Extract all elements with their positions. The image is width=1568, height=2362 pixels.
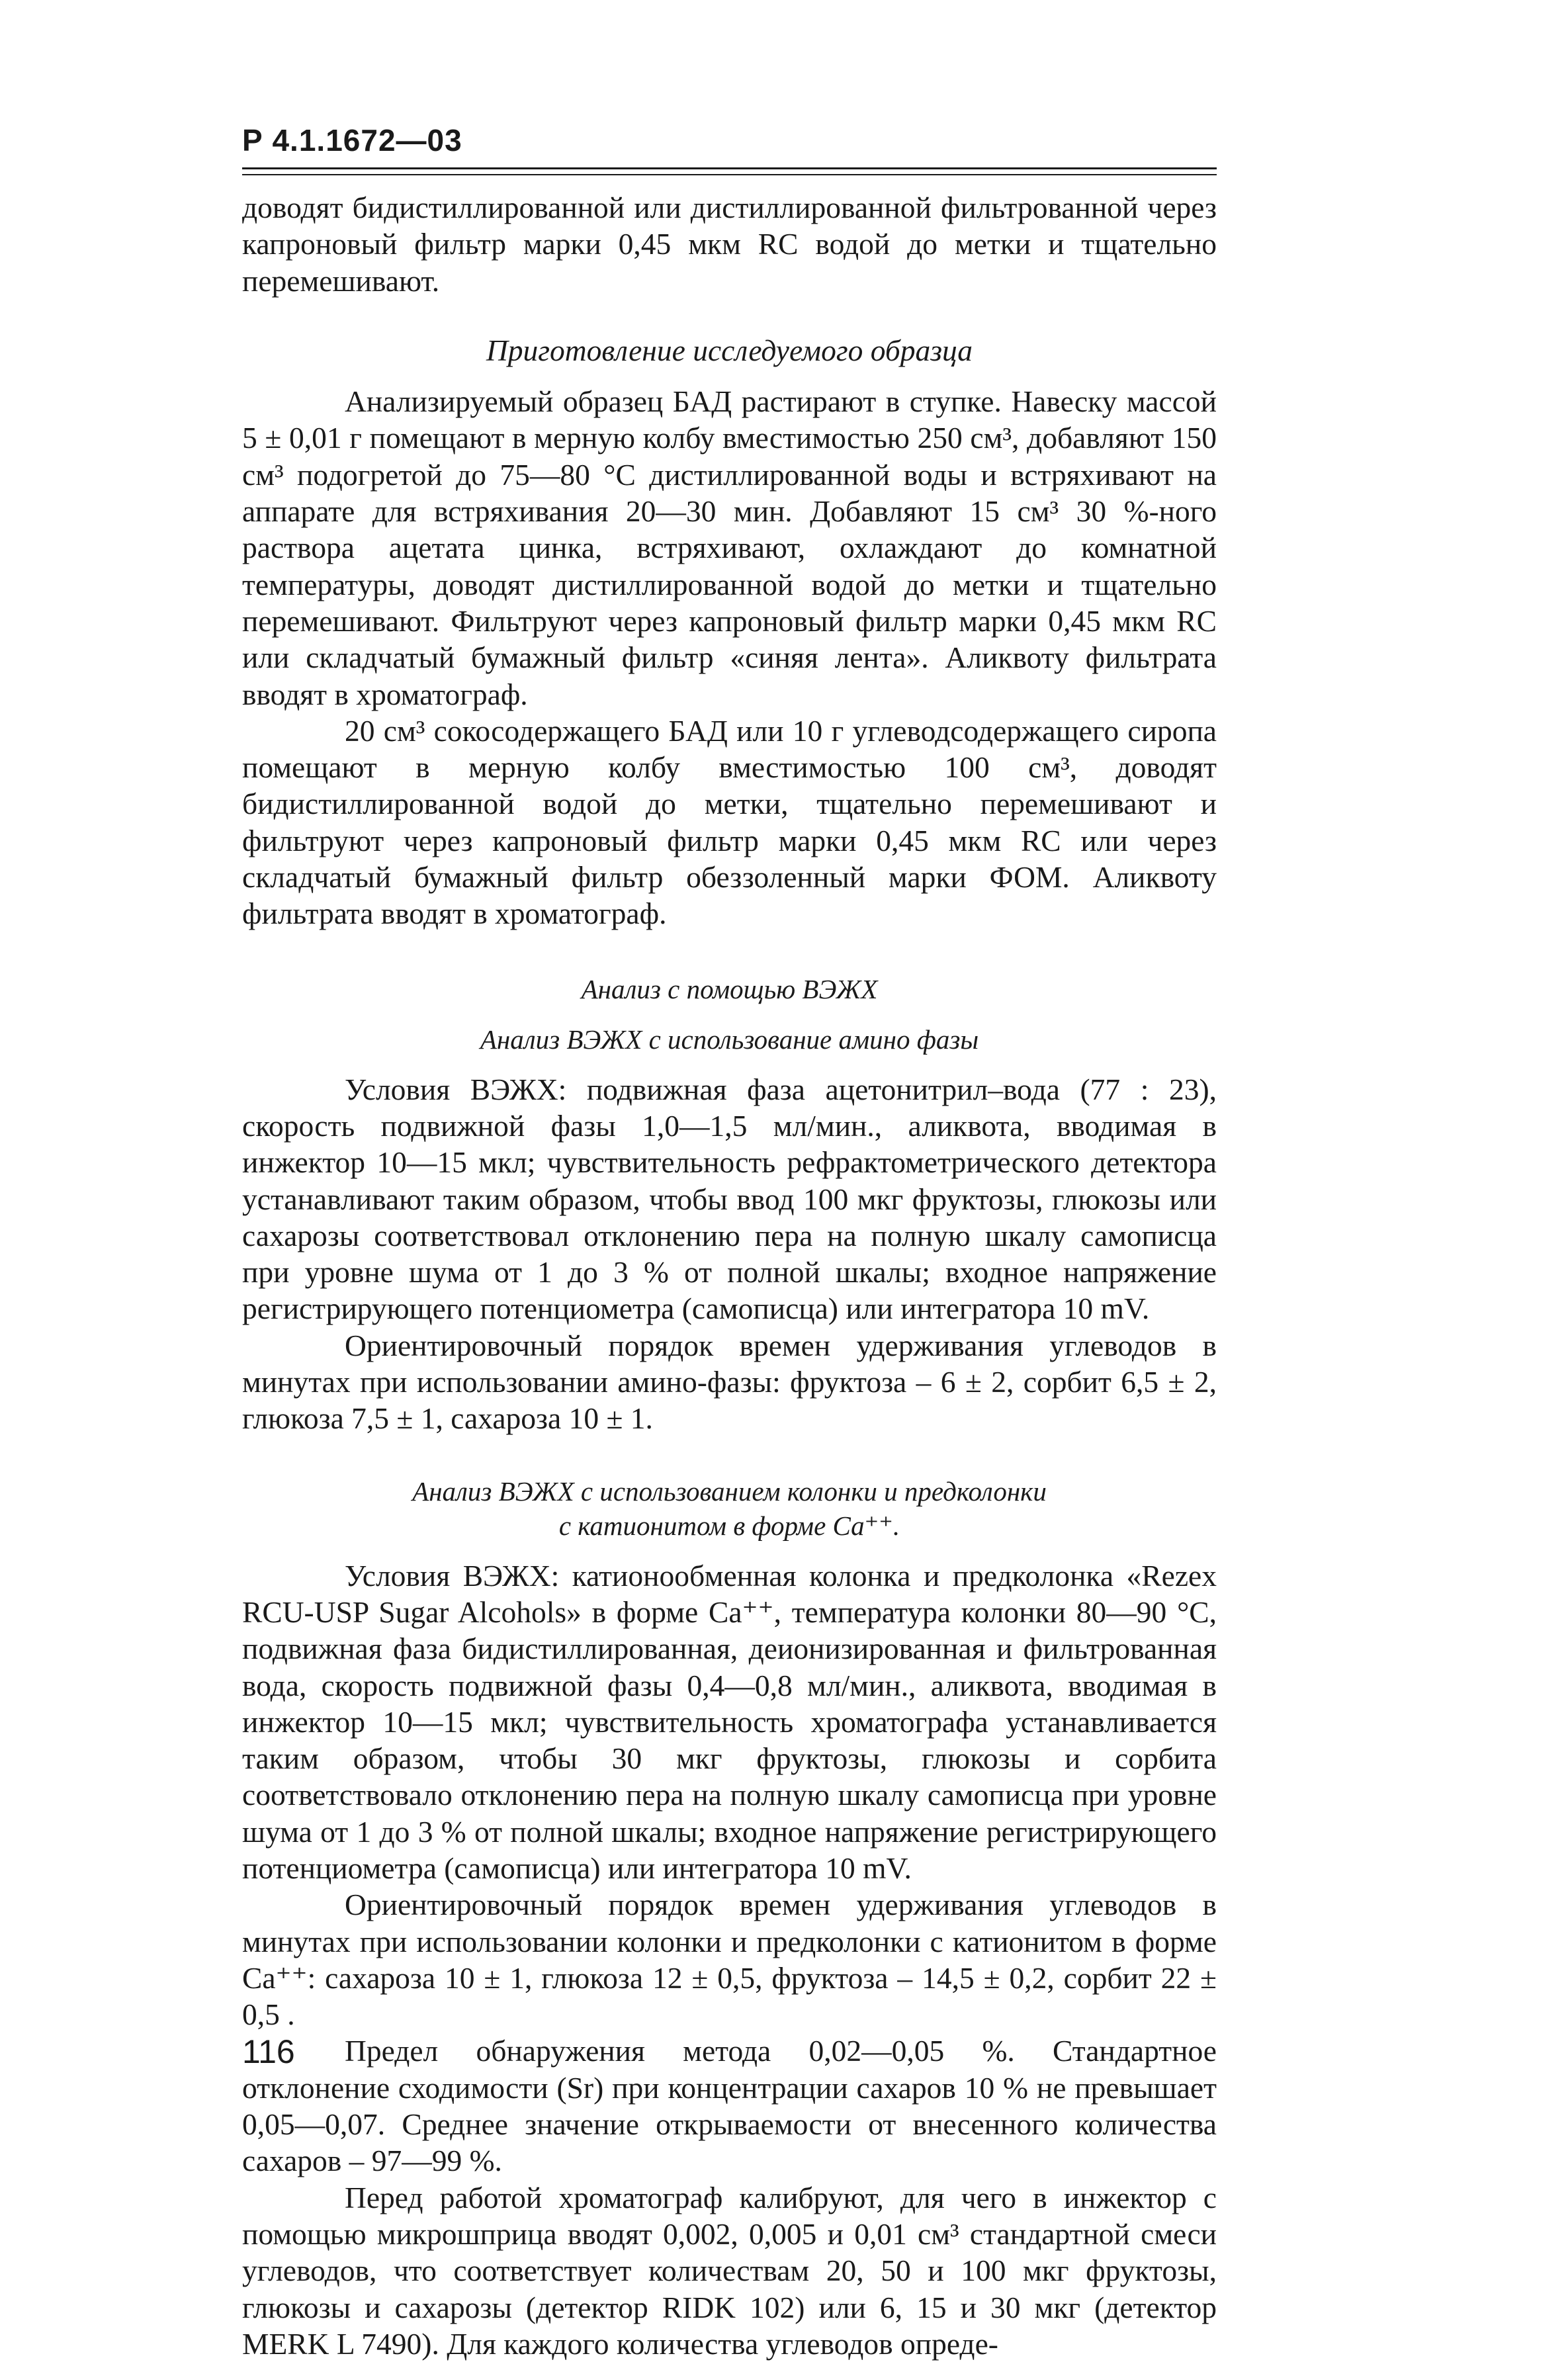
heading-cation-column <box>242 1474 1217 1543</box>
paragraph-cation-retention: Ориентировочный порядок времен удерживания углеводов в минутах при использовании колонки и предколонки с катионитом в форме Са⁺⁺: сахароза 10 ± 1, глюкоза 12 ± 0,5, фруктоза – 14,5 ± 0,2, сорбит 22 ± 0,5 . <box>242 1888 1217 2032</box>
page-number: 116 <box>242 2033 295 2070</box>
heading-hplc-analysis: Анализ с помощью ВЭЖХ <box>581 973 878 1004</box>
document-code: Р 4.1.1672—03 <box>242 123 462 157</box>
paragraph-calibration: Перед работой хроматограф калибруют, для чего в инжектор с помощью микрошприца вводят 0,002, 0,005 и 0,01 см³ стандартной смеси углеводов, что соответствует количествам 20, 50 и 100 мкг фруктозы, глюкозы и сахарозы (детектор RIDK 102) или 6, 15 и 30 мкг (детектор MERK L 7490). Для каждого количества углеводов опреде- <box>242 2180 1217 2361</box>
heading-cation-line2: с катионитом в форме Са⁺⁺. <box>558 1510 900 1541</box>
paragraph-amino-conditions: Условия ВЭЖХ: подвижная фаза ацетонитрил–вода (77 : 23), скорость подвижной фазы 1,0—1,5 мл/мин., аликвота, вводимая в инжектор 10—15 мкл; чувствительность рефрактометрического детектора устанавливают таким образом, чтобы ввод 100 мкг фруктозы, глюкозы или сахарозы соответствовал отклонению пера на полную шкалу самописца при уровне шума от 1 до 3 % от полной шкалы; входное напряжение регистрирующего потенциометра (самописца) или интегратора 10 mV. <box>242 1072 1217 1326</box>
paragraph-continuation: доводят бидистиллированной или дистиллированной фильтрованной через капроновый фильтр марки 0,45 мкм RC водой до метки и тщательно перемешивают. <box>242 191 1217 298</box>
page-body <box>242 189 1217 2362</box>
header-rule-thick <box>242 167 1217 169</box>
paragraph-detection-limit: Предел обнаружения метода 0,02—0,05 %. Стандартное отклонение сходимости (Sr) при концентрации сахаров 10 % не превышает 0,05—0,07. Среднее значение открываемости от внесенного количества сахаров – 97—99 %. <box>242 2034 1217 2178</box>
paragraph-juice-sample: 20 см³ сокосодержащего БАД или 10 г углеводсодержащего сиропа помещают в мерную колбу вместимостью 100 см³, доводят бидистиллированной водой до метки, тщательно перемешивают и фильтруют через капроновый фильтр марки 0,45 мкм RC или через складчатый бумажный фильтр обеззоленный марки ФОМ. Аликвоту фильтрата вводят в хроматограф. <box>242 713 1217 931</box>
paragraph-sample-grinding: Анализируемый образец БАД растирают в ступке. Навеску массой 5 ± 0,01 г помещают в мерную колбу вместимостью 250 см³, добавляют 150 см³ подогретой до 75—80 °С дистиллированной воды и встряхивают на аппарате для встряхивания 20—30 мин. Добавляют 15 см³ 30 %-ного раствора ацетата цинка, встряхивают, охлаждают до комнатной температуры, доводят дистиллированной водой до метки и тщательно перемешивают. Фильтруют через капроновый фильтр марки 0,45 мкм RC или складчатый бумажный фильтр «синяя лента». Аликвоту фильтрата вводят в хроматограф. <box>242 384 1217 711</box>
header-rule-thin <box>242 174 1217 175</box>
heading-sample-preparation: Приготовление исследуемого образца <box>486 333 973 367</box>
heading-cation-line1: Анализ ВЭЖХ с использованием колонки и предколонки <box>412 1475 1047 1507</box>
paragraph-cation-conditions: Условия ВЭЖХ: катионообменная колонка и предколонка «Rezex RCU-USP Sugar Alcohols» в форме Са⁺⁺, температура колонки 80—90 °С, подвижная фаза бидистиллированная, деионизированная и фильтрованная вода, скорость подвижной фазы 0,4—0,8 мл/мин., аликвота, вводимая в инжектор 10—15 мкл; чувствительность хроматографа устанавливается таким образом, чтобы 30 мкг фруктозы, глюкозы и сорбита соответствовало отклонению пера на полную шкалу самописца при уровне шума от 1 до 3 % от полной шкалы; входное напряжение регистрирующего потенциометра (самописца) или интегратора 10 mV. <box>242 1558 1217 1885</box>
paragraph-amino-retention: Ориентировочный порядок времен удерживания углеводов в минутах при использовании амино-фазы: фруктоза – 6 ± 2, сорбит 6,5 ± 2, глюкоза 7,5 ± 1, сахароза 10 ± 1. <box>242 1328 1217 1436</box>
heading-amino-phase: Анализ ВЭЖХ с использование амино фазы <box>480 1024 979 1055</box>
